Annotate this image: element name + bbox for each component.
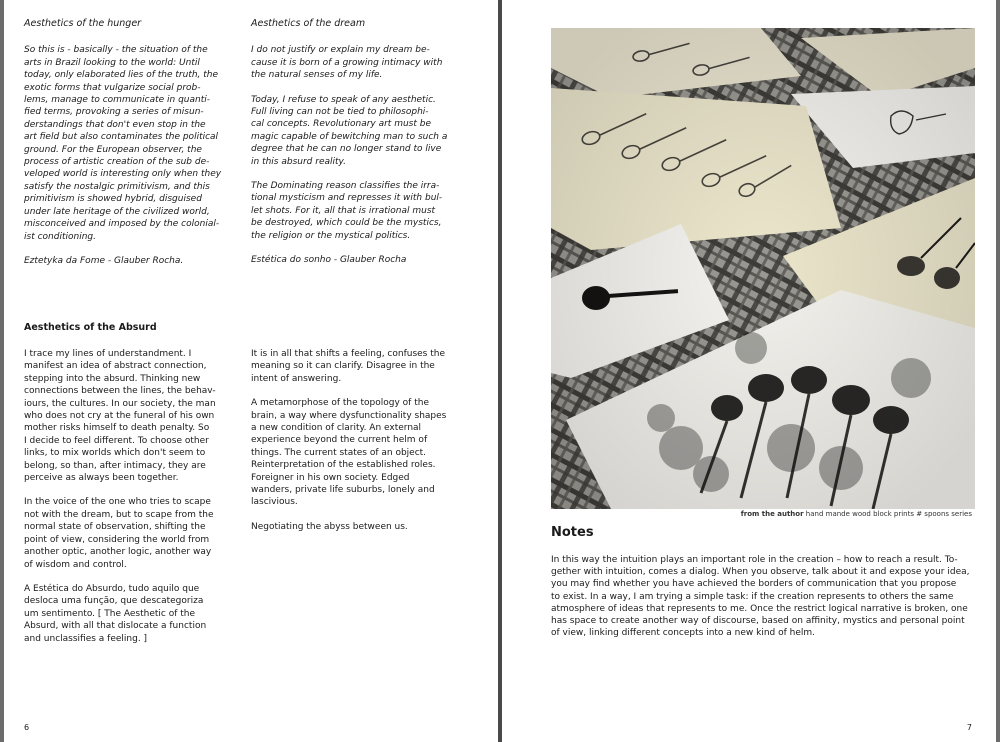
- absurd-column-1: [24, 348, 234, 657]
- absurd-column-2: [251, 348, 461, 545]
- absurd-para-2: In the voice of the one who tries to scape not with the dream, but to scape from the normal state of observation, shifting the point of view, considering the world from another optic, another logic, another way of wisdom and control.: [24, 497, 214, 570]
- absurd-para-1: I trace my lines of understandment. I manifest an idea of abstract connection, stepping into the absurd. Thinking new connections between the lines, the behav- iours, the cultures. In our society, the man who does not cry at the funeral of his own mother risks himself to death penalty. So I decide to feel different. To choose other links, to mix worlds which don't seem to belong, so than, after intimacy, they are perceive as always been together.: [24, 349, 216, 484]
- absurd-section-title: Aesthetics of the Absurd: [24, 322, 157, 333]
- page-number-right: 7: [966, 723, 972, 732]
- hunger-column: [24, 18, 229, 267]
- photo-caption-credit: from the author: [740, 510, 804, 518]
- absurd-para-6: Negotiating the abyss between us.: [251, 521, 408, 532]
- hunger-heading: Aesthetics of the hunger: [24, 18, 142, 29]
- notes-title: Notes: [551, 525, 594, 540]
- photo-caption-text: hand mande wood block prints # spoons series: [803, 510, 972, 518]
- dream-column: [251, 18, 461, 267]
- hunger-body: So this is - basically - the situation of the arts in Brazil looking to the world: Until today, only elaborated lies of the truth, the exotic forms that vulgarize social prob- lems, manage to communicate in quanti- fied terms, provoking a series of misun- derstandings that don't even stop in the art field but also contaminates the political ground. For the European observer, the process of artistic creation of the sub de- veloped world is interesting only when they satisfy the nostalgic primitivism, and this primitivism is showed hybrid, disguised under late heritage of the civilized world, misconceived and imposed by the colonial- ist conditioning.: [24, 45, 222, 242]
- dream-para-1: I do not justify or explain my dream be- cause it is born of a growing intimacy with the natural senses of my life.: [251, 45, 443, 81]
- absurd-para-5: A metamorphose of the topology of the brain, a way where dysfunctionality shapes a new condition of clarity. An external experience beyond the current helm of things. The current states of an object. Reinterpretation of the established roles. Foreigner in his own society. Edged wanders, private life suburbs, lonely and lascivious.: [251, 398, 447, 508]
- left-page: [4, 0, 498, 742]
- dream-source: Estética do sonho - Glauber Rocha: [251, 255, 407, 266]
- dream-para-3: The Dominating reason classifies the irra- tional mysticism and represses it with bul- let shots. For it, all that is irrational must be destroyed, which could be the mystics, the religion or the mystical politics.: [251, 181, 443, 241]
- dream-heading: Aesthetics of the dream: [251, 18, 366, 29]
- absurd-para-4: It is in all that shifts a feeling, confuses the meaning so it can clarify. Disagree in the intent of answering.: [251, 349, 445, 384]
- photo-illustration: [551, 28, 975, 509]
- spoon-prints-photo: [551, 28, 975, 509]
- photo-caption: [741, 510, 972, 518]
- absurd-para-3: A Estética do Absurdo, tudo aquilo que desloca uma função, que descategoriza um sentimento. [ The Aesthetic of the Absurd, with all that dislocate a function and unclassifies a feeling. ]: [24, 583, 207, 644]
- page-number-left: 6: [24, 723, 30, 732]
- right-page: [502, 0, 996, 742]
- notes-body: In this way the intuition plays an important role in the creation – how to reach a result. To- gether with intuition, comes a dialog. When you observe, talk about it and expose your idea, you may find whether you have achieved the borders of communication that you propose to exist. In a way, I am trying a simple task: if the creation represents to others the same atmosphere of ideas that represents to me. Once the restrict logical narrative is broken, one has space to create another way of discourse, based on affinity, mystics and personal point of view, linking different concepts into a new kind of helm.: [551, 555, 970, 639]
- hunger-source: Eztetyka da Fome - Glauber Rocha.: [24, 255, 184, 266]
- dream-para-2: Today, I refuse to speak of any aesthetic. Full living can not be tied to philosophi- cal concepts. Revolutionary art must be magic capable of bewitching man to such a degree that he can no longer stand to live in this absurd reality.: [251, 94, 448, 167]
